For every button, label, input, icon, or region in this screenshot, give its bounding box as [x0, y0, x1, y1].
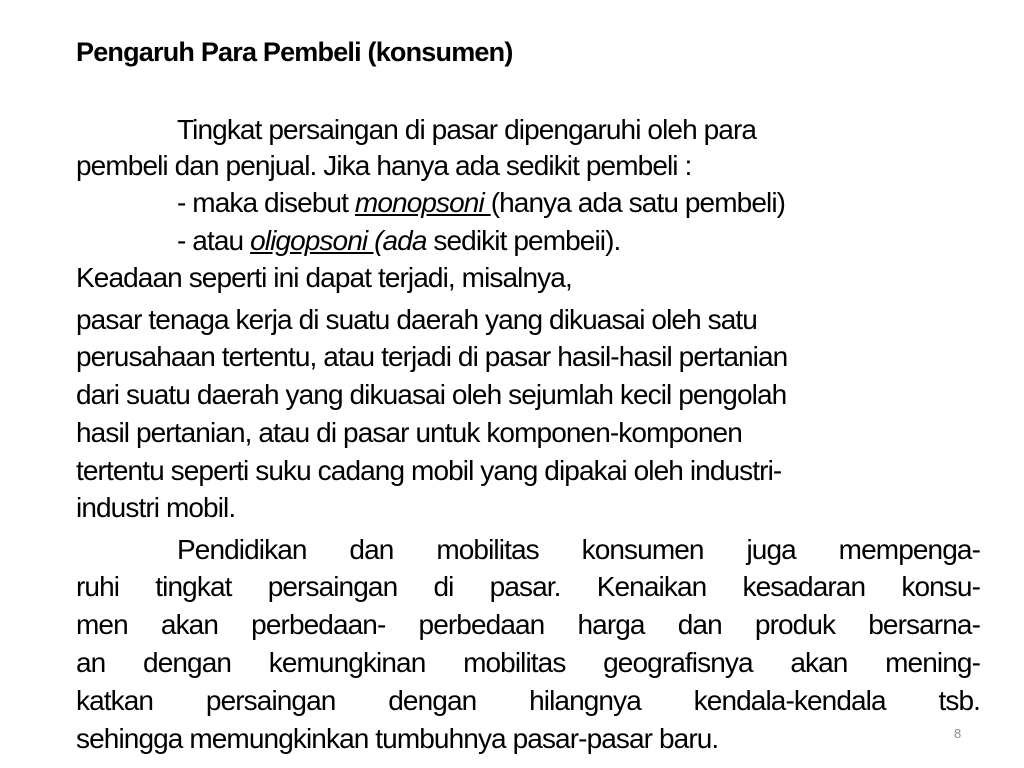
paragraph1-line11: industri mobil.: [76, 492, 236, 523]
page-number: 8: [954, 726, 962, 741]
slide-title: Pengaruh Para Pembeli (konsumen): [76, 37, 513, 67]
term-monopsoni: monopsoni: [354, 187, 491, 218]
paragraph1-line5: Keadaan seperti ini dapat terjadi, misalnya,: [76, 262, 572, 293]
paragraph1-line7: perusahaan tertentu, atau terjadi di pasar hasil-hasil pertanian: [76, 341, 788, 372]
paragraph1-line6: pasar tenaga kerja di suatu daerah yang dikuasai oleh satu: [76, 304, 757, 335]
paragraph1-line1: Tingkat persaingan di pasar dipengaruhi oleh para: [177, 114, 757, 145]
paragraph1-line9: hasil pertanian, atau di pasar untuk komponen-komponen: [76, 417, 742, 448]
bullet1-prefix: - maka disebut: [177, 187, 355, 218]
bullet2-italic: ada: [382, 225, 427, 256]
paragraph2-line3: men akan perbedaan- perbedaan harga dan produk bersarna-: [76, 609, 980, 640]
paragraph1-line10: tertentu seperti suku cadang mobil yang dipakai oleh industri-: [76, 455, 782, 486]
term-oligopsoni: oligopsoni (: [250, 225, 383, 256]
bullet2-suffix: sedikit pembeii).: [426, 225, 621, 256]
bullet1-suffix: (hanya ada satu pembeli): [490, 187, 786, 218]
bullet-oligopsoni: [177, 223, 620, 259]
bullet-monopsoni: [177, 185, 785, 221]
paragraph1-line8: dari suatu daerah yang dikuasai oleh sejumlah kecil pengolah: [76, 379, 787, 410]
paragraph2-line2: ruhi tingkat persaingan di pasar. Kenaikan kesadaran konsu-: [76, 571, 980, 602]
paragraph2-line5: katkan persaingan dengan hilangnya kendala-kendala tsb.: [76, 685, 980, 716]
bullet2-prefix: - atau: [177, 225, 251, 256]
paragraph2-line6: sehingga memungkinkan tumbuhnya pasar-pasar baru.: [76, 723, 719, 754]
paragraph2-line1: Pendidikan dan mobilitas konsumen juga mempenga-: [177, 534, 980, 565]
paragraph1-line2: pembeli dan penjual. Jika hanya ada sedikit pembeli :: [76, 150, 692, 181]
paragraph2-line4: an dengan kemungkinan mobilitas geografisnya akan mening-: [76, 647, 980, 678]
